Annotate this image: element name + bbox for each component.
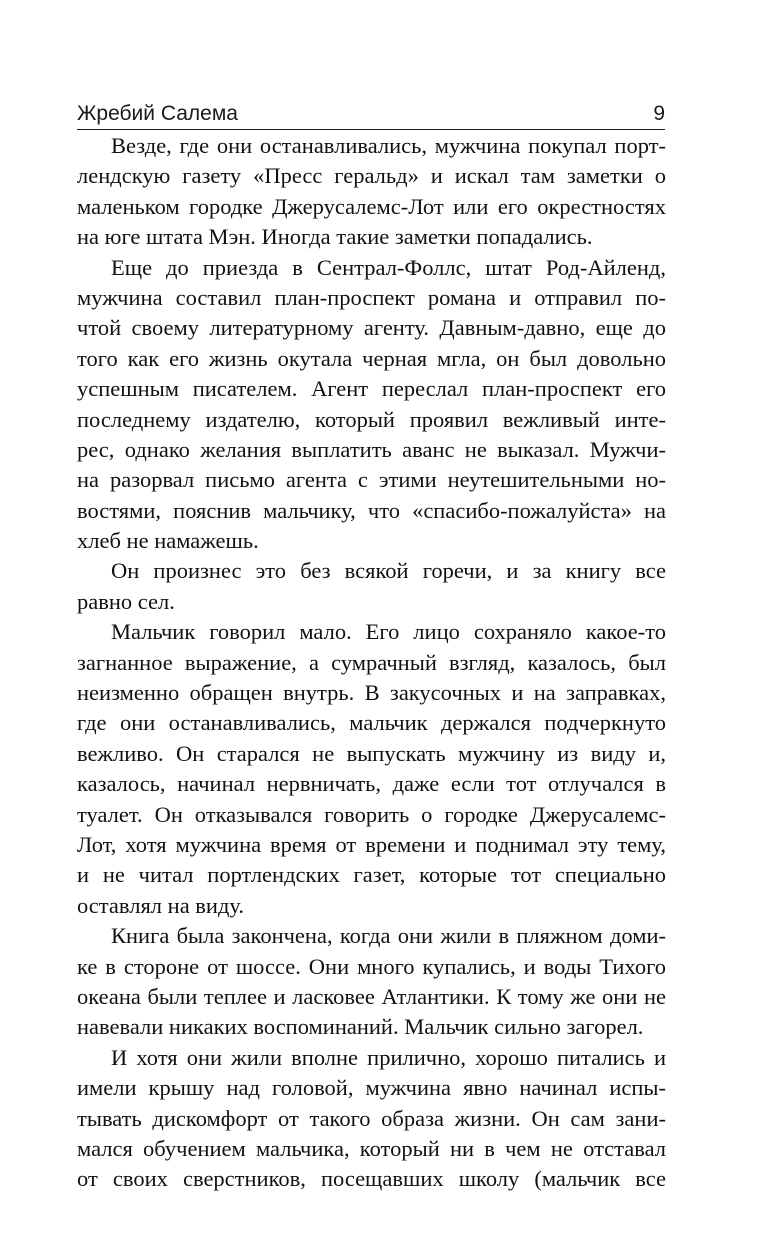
text-line: мался обучением мальчика, который ни в чем не отставал bbox=[77, 1135, 666, 1161]
text-line: загнанное выражение, а сумрачный взгляд, казалось, был bbox=[77, 649, 666, 675]
body-text bbox=[77, 131, 666, 1195]
text-line: хлеб не намажешь. bbox=[77, 528, 259, 554]
text-line: Книга была закончена, когда они жили в пляжном доми- bbox=[111, 923, 666, 949]
running-head bbox=[77, 99, 665, 129]
text-line: вежливо. Он старался не выпускать мужчину из виду и, bbox=[77, 740, 666, 766]
text-line: того как его жизнь окутала черная мгла, он был довольно bbox=[77, 345, 666, 371]
text-line: и не читал портлендских газет, которые тот специально bbox=[77, 862, 666, 888]
text-line: равно сел. bbox=[77, 588, 175, 614]
text-line: Он произнес это без всякой горечи, и за книгу все bbox=[111, 558, 666, 584]
text-line: неизменно обращен внутрь. В закусочных и на заправках, bbox=[77, 680, 666, 706]
text-line: ке в стороне от шоссе. Они много купались, и воды Тихого bbox=[77, 953, 666, 979]
header-rule bbox=[77, 129, 665, 130]
text-line: на юге штата Мэн. Иногда такие заметки попадались. bbox=[77, 224, 593, 250]
text-line: последнему издателю, который проявил вежливый инте- bbox=[77, 406, 666, 432]
text-line: мужчина составил план-проспект романа и отправил по- bbox=[77, 284, 666, 310]
text-line: от своих сверстников, посещавших школу (мальчик все bbox=[77, 1166, 666, 1192]
page-number: 9 bbox=[653, 102, 665, 125]
text-line: навевали никаких воспоминаний. Мальчик сильно загорел. bbox=[77, 1014, 644, 1040]
text-line: лендскую газету «Пресс геральд» и искал там заметки о bbox=[77, 163, 666, 189]
book-title: Жребий Салема bbox=[77, 102, 238, 125]
text-line: успешным писателем. Агент переслал план-проспект его bbox=[77, 376, 666, 402]
text-line: востями, пояснив мальчику, что «спасибо-пожалуйста» на bbox=[77, 497, 666, 523]
text-line: Везде, где они останавливались, мужчина покупал порт- bbox=[111, 133, 666, 158]
text-line: казалось, начинал нервничать, даже если тот отлучался в bbox=[77, 771, 666, 797]
text-line: Еще до приезда в Сентрал-Фоллс, штат Род-Айленд, bbox=[111, 254, 666, 280]
text-line: чтой своему литературному агенту. Давным-давно, еще до bbox=[77, 315, 666, 341]
text-line: И хотя они жили вполне прилично, хорошо питались и bbox=[111, 1044, 666, 1070]
text-line: рес, однако желания выплатить аванс не выказал. Мужчи- bbox=[77, 436, 666, 462]
text-line: Мальчик говорил мало. Его лицо сохраняло какое-то bbox=[111, 619, 666, 645]
text-line: маленьком городке Джерусалемс-Лот или его окрестностях bbox=[77, 193, 666, 219]
text-line: оставлял на виду. bbox=[77, 892, 245, 918]
text-line: Лот, хотя мужчина время от времени и поднимал эту тему, bbox=[77, 831, 666, 857]
text-line: туалет. Он отказывался говорить о городке Джерусалемс- bbox=[77, 801, 666, 827]
text-line: имели крышу над головой, мужчина явно начинал испы- bbox=[77, 1075, 666, 1101]
text-line: тывать дискомфорт от такого образа жизни. Он сам зани- bbox=[77, 1105, 666, 1131]
text-line: океана были теплее и ласковее Атлантики. К тому же они не bbox=[77, 983, 666, 1009]
text-line: на разорвал письмо агента с этими неутешительными но- bbox=[77, 467, 666, 493]
text-line: где они останавливались, мальчик держался подчеркнуто bbox=[77, 710, 666, 736]
